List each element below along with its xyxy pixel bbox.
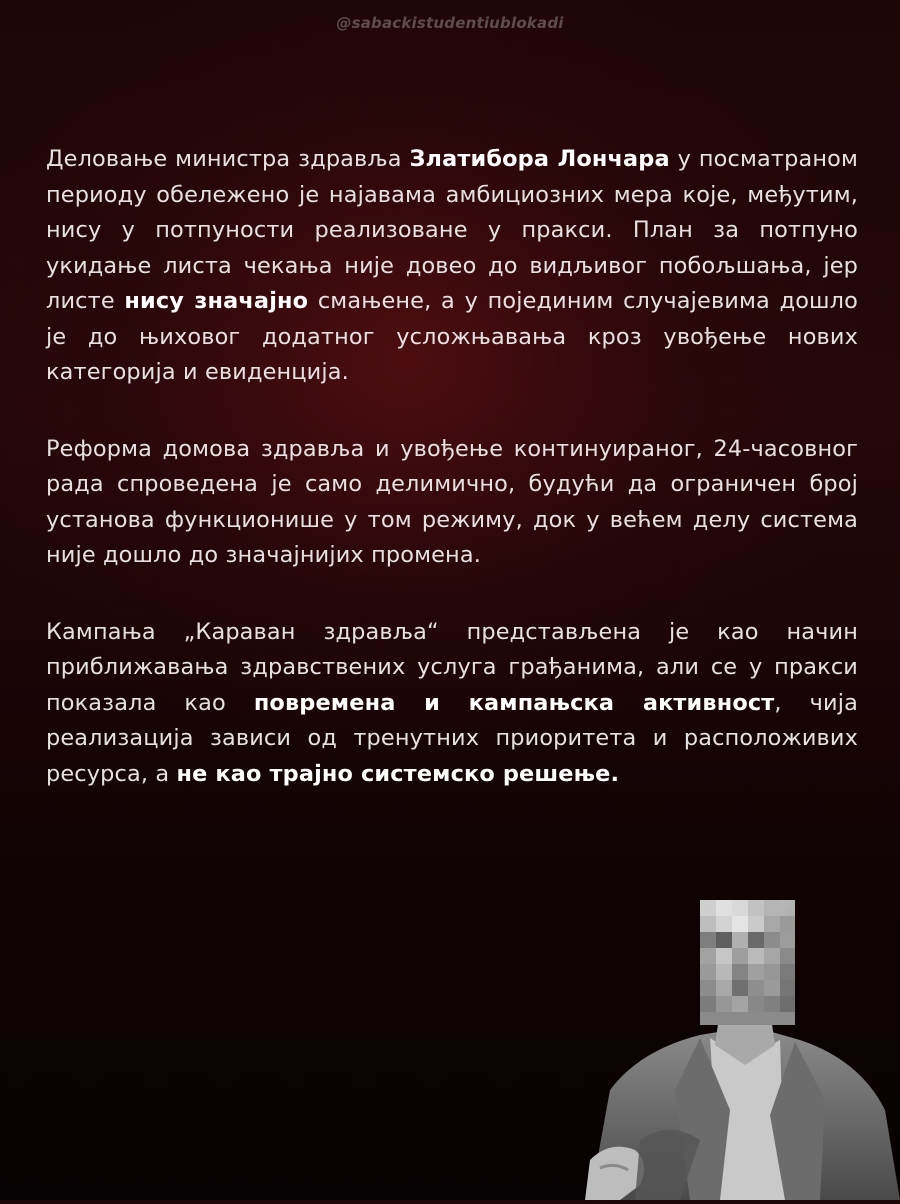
paragraph-1	[46, 142, 858, 391]
paragraph-2-text: Реформа домова здравља и увођење континуираног, 24-часовног рада спроведена је само делимично, будући да ограничен број установа функционише у том режиму, док у већем делу система није дошло до значајнијих промена.	[46, 435, 858, 568]
paragraph-3-text-a: Кампања „Караван здравља“ представљена је као начин приближавања здравствених услуга грађанима, али се у пракси показала као	[46, 618, 858, 716]
blurred-face	[700, 900, 795, 1025]
paragraph-1-text-a: Деловање министра здравља	[46, 146, 410, 172]
paragraph-3-bold-emphasis-b: не као трајно системско решење.	[176, 760, 620, 787]
paragraph-3	[46, 615, 858, 793]
paragraph-2	[46, 432, 858, 574]
paragraph-1-bold-emphasis: нису значајно	[124, 288, 309, 314]
watermark-handle: @sabackistudentiublokadi	[336, 14, 564, 32]
paragraph-1-text-b: у посматраном периоду обележено је најавама амбициозних мера које, међутим, нису у потпуности реализоване у пракси. План за потпуно укидање листа чекања није довео до видљивог побољшања, јер листе	[46, 146, 858, 314]
article-body	[46, 142, 858, 833]
paragraph-3-bold-emphasis-a: повремена и кампањска активност	[253, 689, 775, 716]
person-photo	[580, 900, 900, 1200]
paragraph-1-bold-minister-name: Златибора Лончара	[409, 146, 670, 172]
paragraph-1-text-c: смањене, а у појединим случајевима дошло је до њиховог додатног усложњавања кроз увођење нових категорија и евиденција.	[46, 288, 858, 385]
paragraph-3-text-b: , чија реализација зависи од тренутних приоритета и расположивих ресурса, а	[46, 689, 858, 787]
